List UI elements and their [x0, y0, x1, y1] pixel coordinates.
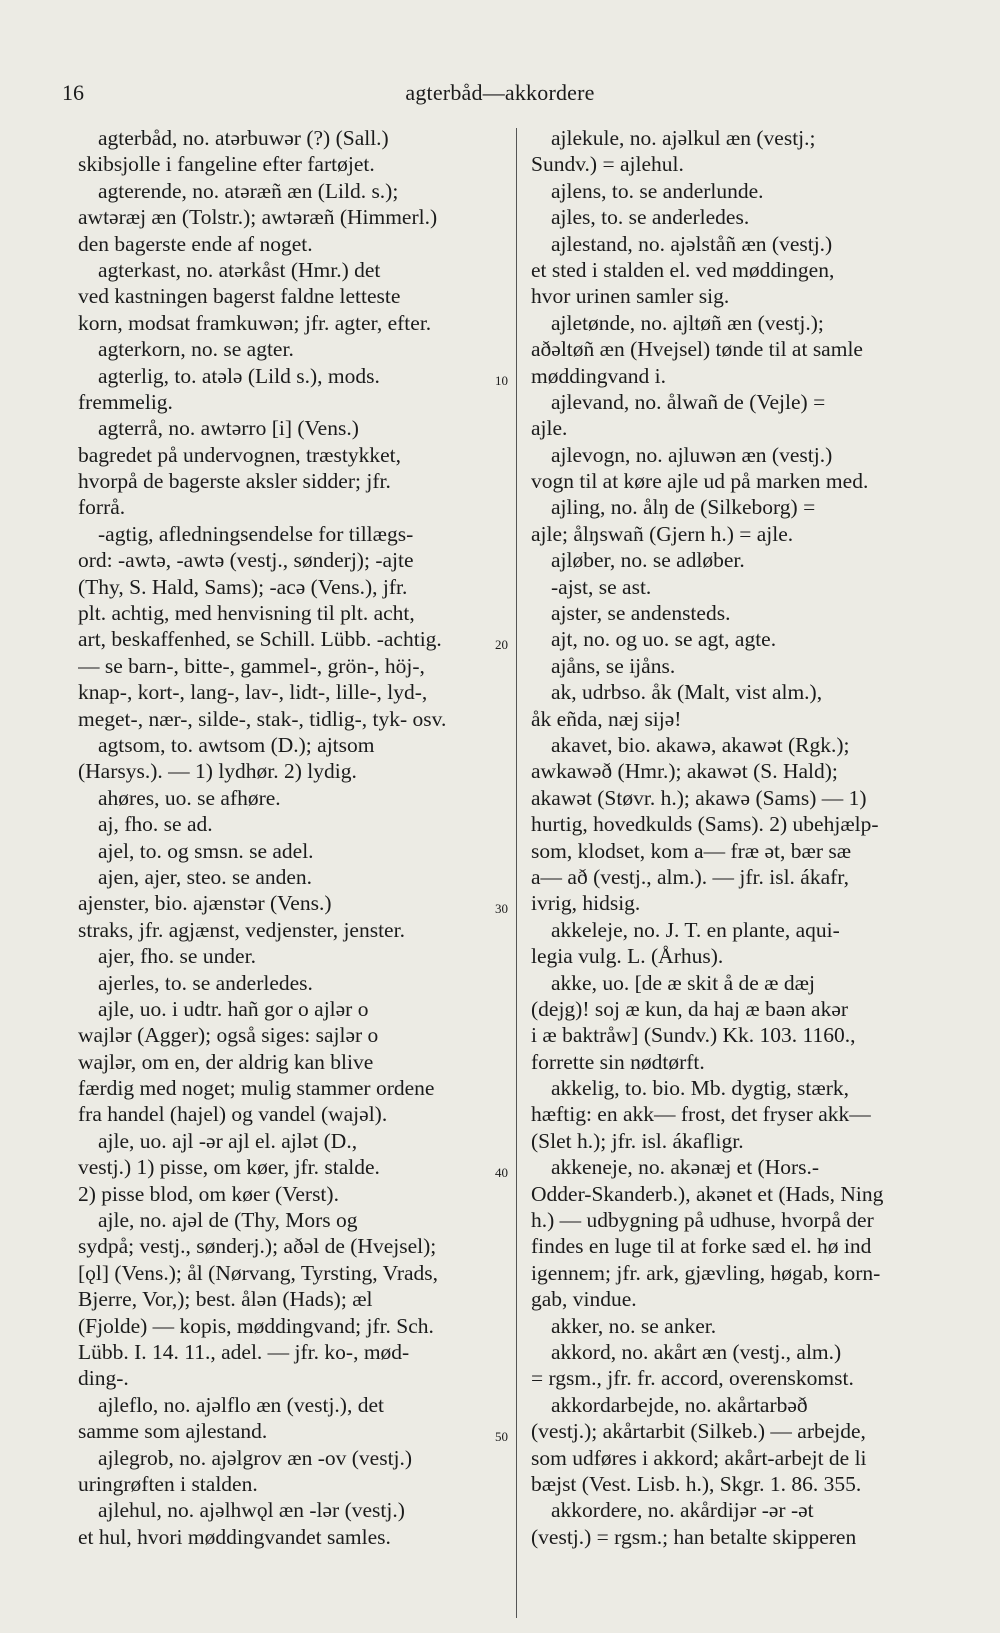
dictionary-line: ajlegrob, no. ajəlgrov æn -ov (vestj.) [98, 1445, 413, 1470]
dictionary-line: ajlestand, no. ajəlståñ æn (vestj.) [551, 231, 833, 256]
dictionary-line: plt. achtig, med henvisning til plt. acht, [78, 601, 415, 626]
dictionary-line: ajlehul, no. ajəlhwǫl æn -lər (vestj.) [98, 1498, 405, 1523]
dictionary-line: ding-. [78, 1366, 129, 1391]
dictionary-line: vestj.) 1) pisse, om køer, jfr. stalde. [78, 1155, 380, 1180]
dictionary-line: ajlekule, no. ajəlkul æn (vestj.; [551, 126, 816, 150]
dictionary-line: agterbåd, no. atərbuwər (?) (Sall.) [98, 126, 389, 150]
dictionary-line: akke, uo. [de æ skit å de æ dæj [551, 970, 815, 995]
dictionary-line: ajlevand, no. ålwañ de (Vejle) = [551, 389, 826, 414]
dictionary-line: forrette sin nødtørft. [531, 1049, 705, 1074]
dictionary-line: awkawəð (Hmr.); akawət (S. Hald); [531, 759, 838, 784]
dictionary-line: wajlər (Agger); også siges: sajlər o [78, 1023, 379, 1048]
dictionary-line: knap-, kort-, lang-, lav-, lidt-, lille-, lyd-, [78, 680, 428, 705]
dictionary-line: akkeleje, no. J. T. en plante, aqui- [551, 917, 840, 942]
dictionary-line: agterlig, to. atələ (Lild s.), mods. [98, 363, 380, 388]
dictionary-line: awtəræj æn (Tolstr.); awtəræñ (Himmerl.) [78, 205, 438, 230]
dictionary-line: ajlevogn, no. ajluwən æn (vestj.) [551, 442, 833, 467]
right-column [531, 125, 946, 1550]
dictionary-line: akkordere, no. akårdijər -ər -ət [551, 1498, 814, 1523]
dictionary-line: gab, vindue. [531, 1287, 637, 1312]
dictionary-line: agterrå, no. awtərro [i] (Vens.) [98, 416, 359, 441]
dictionary-line: art, beskaffenhed, se Schill. Lübb. -achtig. [78, 627, 442, 652]
dictionary-line: bæjst (Vest. Lisb. h.), Skgr. 1. 86. 355. [531, 1471, 862, 1496]
dictionary-line: fra handel (hajel) og vandel (wajəl). [78, 1102, 388, 1127]
dictionary-line: ajerles, to. se anderledes. [98, 970, 313, 995]
dictionary-line: korn, modsat framkuwən; jfr. agter, efter. [78, 310, 432, 335]
line-number: 10 [495, 372, 508, 388]
dictionary-line: vogn til at køre ajle ud på marken med. [531, 469, 869, 494]
dictionary-line: [ǫl] (Vens.); ål (Nørvang, Tyrsting, Vrads, [78, 1260, 439, 1285]
dictionary-line: akkelig, to. bio. Mb. dygtig, stærk, [551, 1076, 850, 1101]
dictionary-line: findes en luge til at forke sæd el. hø ind [531, 1234, 872, 1259]
dictionary-line: — se barn-, bitte-, gammel-, grön-, höj-, [78, 653, 425, 678]
dictionary-line: som, klodset, kom a— fræ ət, bær sæ [531, 838, 852, 863]
dictionary-line: meget-, nær-, silde-, stak-, tidlig-, tyk- osv. [78, 706, 447, 731]
dictionary-line: som udføres i akkord; akårt-arbejt de li [531, 1445, 867, 1470]
dictionary-line: ajling, no. ålŋ de (Silkeborg) = [551, 495, 816, 520]
dictionary-line: akkeneje, no. akənæj et (Hors.- [551, 1155, 820, 1180]
dictionary-line: ajletønde, no. ajltøñ æn (vestj.); [551, 310, 824, 335]
dictionary-line: wajlər, om en, der aldrig kan blive [78, 1049, 374, 1074]
dictionary-line: ajleflo, no. ajəlflo æn (vestj.), det [98, 1392, 384, 1417]
dictionary-line: møddingvand i. [531, 363, 666, 388]
dictionary-line: (Harsys.). — 1) lydhør. 2) lydig. [78, 759, 357, 784]
dictionary-line: agterkorn, no. se agter. [98, 337, 294, 362]
dictionary-line: uringrøften i stalden. [78, 1471, 258, 1496]
dictionary-line: Bjerre, Vor,); best. ålən (Hads); æl [78, 1287, 373, 1312]
dictionary-line: ajløber, no. se adløber. [551, 548, 745, 573]
dictionary-line: ajel, to. og smsn. se adel. [98, 838, 314, 863]
dictionary-line: bagredet på undervognen, træstykket, [78, 442, 402, 467]
dictionary-line: akkord, no. akårt æn (vestj., alm.) [551, 1339, 842, 1364]
dictionary-line: ivrig, hidsig. [531, 891, 641, 916]
line-number: 20 [495, 636, 508, 652]
dictionary-line: aj, fho. se ad. [98, 812, 213, 837]
dictionary-line: ajle, no. ajəl de (Thy, Mors og [98, 1208, 358, 1233]
dictionary-line: den bagerste ende af noget. [78, 231, 313, 256]
line-number: 40 [495, 1164, 508, 1180]
dictionary-line: igennem; jfr. ark, gjævling, høgab, korn- [531, 1260, 881, 1285]
dictionary-line: skibsjolle i fangeline efter fartøjet. [78, 152, 375, 177]
dictionary-line: ajle, uo. i udtr. hañ gor o ajlər o [98, 996, 369, 1021]
dictionary-line: legia vulg. L. (Århus). [531, 944, 724, 969]
running-head: agterbåd—akkordere [405, 80, 595, 105]
dictionary-line: (dejg)! soj æ kun, da haj æ baən akər [531, 996, 849, 1021]
dictionary-line: agterkast, no. atərkåst (Hmr.) det [98, 257, 381, 282]
dictionary-line: hvor urinen samler sig. [531, 284, 730, 309]
page-number: 16 [62, 80, 84, 105]
dictionary-line: Sundv.) = ajlehul. [531, 152, 684, 177]
dictionary-line: akawət (Støvr. h.); akawə (Sams) — 1) [531, 785, 867, 810]
dictionary-line: h.) — udbygning på udhuse, hvorpå der [531, 1208, 874, 1233]
dictionary-line: samme som ajlestand. [78, 1419, 268, 1444]
dictionary-line: akavet, bio. akawə, akawət (Rgk.); [551, 732, 850, 757]
dictionary-line: ord: -awtə, -awtə (vestj., sønderj); -ajte [78, 548, 414, 573]
dictionary-line: fremmelig. [78, 389, 173, 414]
dictionary-line: agterende, no. atəræñ æn (Lild. s.); [98, 178, 399, 203]
dictionary-line: ajåns, se ijåns. [551, 653, 676, 678]
dictionary-line: ved kastningen bagerst faldne letteste [78, 284, 401, 309]
dictionary-line: (Slet h.); jfr. isl. ákafligr. [531, 1128, 744, 1153]
dictionary-line: åk eñda, næj sijə! [531, 706, 682, 731]
dictionary-line: ajle; ålŋswañ (Gjern h.) = ajle. [531, 521, 794, 546]
dictionary-line: hvorpå de bagerste aksler sidder; jfr. [78, 469, 391, 494]
dictionary-line: ajle, uo. ajl -ər ajl el. ajlət (D., [98, 1128, 358, 1153]
dictionary-line: forrå. [78, 495, 126, 520]
dictionary-line: Odder-Skanderb.), akənet et (Hads, Ning [531, 1181, 884, 1206]
dictionary-line: ak, udrbso. åk (Malt, vist alm.), [551, 680, 823, 705]
dictionary-line: -ajst, se ast. [551, 574, 652, 599]
dictionary-line: sydpå; vestj., sønderj.); aðəl de (Hvejsel); [78, 1234, 437, 1259]
dictionary-line: aðəltøñ æn (Hvejsel) tønde til at samle [531, 337, 863, 362]
dictionary-line: et hul, hvori møddingvandet samles. [78, 1524, 391, 1549]
dictionary-line: hurtig, hovedkulds (Sams). 2) ubehjælp- [531, 812, 879, 837]
dictionary-line: a— að (vestj., alm.). — jfr. isl. ákafr, [531, 864, 849, 889]
dictionary-line: akkordarbejde, no. akårtarbəð [551, 1392, 808, 1417]
dictionary-line: ajlens, to. se anderlunde. [551, 178, 764, 203]
left-column [78, 125, 493, 1550]
dictionary-line: agtsom, to. awtsom (D.); ajtsom [98, 732, 375, 757]
line-number: 30 [495, 900, 508, 916]
dictionary-line: akker, no. se anker. [551, 1313, 717, 1338]
dictionary-line: (vestj.) = rgsm.; han betalte skipperen [531, 1524, 857, 1549]
dictionary-line: ajenster, bio. ajænstər (Vens.) [78, 891, 332, 916]
dictionary-line: 2) pisse blod, om køer (Verst). [78, 1181, 339, 1206]
dictionary-line: Lübb. I. 14. 11., adel. — jfr. ko-, mød- [78, 1339, 410, 1364]
dictionary-line: -agtig, afledningsendelse for tillægs- [98, 521, 414, 546]
dictionary-line: ajles, to. se anderledes. [551, 205, 750, 230]
dictionary-line: ajster, se andensteds. [551, 601, 731, 626]
dictionary-line: ahøres, uo. se afhøre. [98, 785, 281, 810]
line-number: 50 [495, 1428, 508, 1444]
dictionary-line: ajen, ajer, steo. se anden. [98, 864, 313, 889]
dictionary-line: (Thy, S. Hald, Sams); -acə (Vens.), jfr. [78, 574, 408, 599]
dictionary-line: færdig med noget; mulig stammer ordene [78, 1076, 435, 1101]
dictionary-line: ajer, fho. se under. [98, 944, 256, 969]
dictionary-line: = rgsm., jfr. fr. accord, overenskomst. [531, 1366, 854, 1391]
dictionary-line: i æ baktråw] (Sundv.) Kk. 103. 1160., [531, 1023, 856, 1048]
dictionary-line: (Fjolde) — kopis, møddingvand; jfr. Sch. [78, 1313, 434, 1338]
dictionary-line: et sted i stalden el. ved møddingen, [531, 257, 835, 282]
dictionary-line: ajt, no. og uo. se agt, agte. [551, 627, 777, 652]
column-divider [516, 128, 517, 1618]
dictionary-line: ajle. [531, 416, 568, 441]
dictionary-line: straks, jfr. agjænst, vedjenster, jenster. [78, 917, 405, 942]
dictionary-line: hæftig: en akk— frost, det fryser akk— [531, 1102, 871, 1127]
dictionary-line: (vestj.); akårtarbit (Silkeb.) — arbejde, [531, 1419, 866, 1444]
